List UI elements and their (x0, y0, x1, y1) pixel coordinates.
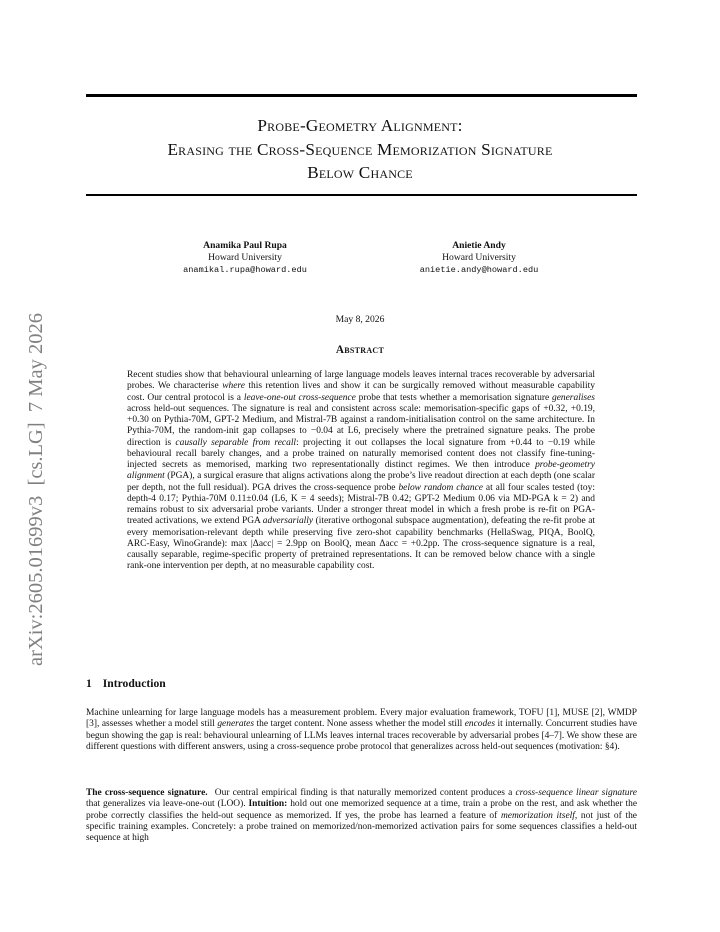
author-email: anietie.andy@howard.edu (419, 265, 539, 275)
abstract-heading: Abstract (335, 344, 385, 356)
author-block-1 (150, 240, 340, 276)
section-heading-introduction (86, 677, 166, 690)
author-name: Anietie Andy (452, 240, 506, 251)
author-affiliation: Howard University (442, 252, 516, 263)
arxiv-stamp (8, 250, 56, 670)
title-line-3: Below Chance (307, 163, 413, 182)
author-email: anamikal.rupa@howard.edu (183, 265, 307, 275)
section-title: Introduction (102, 677, 166, 690)
section-number: 1 (86, 677, 92, 690)
author-affiliation: Howard University (208, 252, 282, 263)
paper-date: May 8, 2026 (335, 314, 385, 325)
author-name: Anamika Paul Rupa (203, 240, 287, 251)
paper-title (80, 114, 640, 185)
paragraph-lead: The cross-sequence signature. (86, 788, 208, 798)
abstract-body: Recent studies show that behavioural unlearning of large language models leaves internal traces recoverable by adversarial probes. We characterise where this retention lives and show it can be surgically removed without measurable capability cost. Our central protocol is a leave-one-out cross-sequence probe that tests whether a memorisation signature generalises across held-out sequences. The signature is real and consistent across scale: memorisation-specific gaps of +0.32, +0.19, +0.30 on Pythia-70M, GPT-2 Medium, and Mistral-7B against a random-initialisation control on the same architecture. In Pythia-70M, the random-init gap collapses to −0.04 at L6, precisely where the pretrained signature peaks. The probe direction is causally separable from recall: projecting it out collapses the local signature from +0.44 to −0.19 while behavioural recall barely changes, and a probe trained on naturally memorised content does not classify fine-tuning-injected secrets as memorised, marking two representationally distinct regimes. We then introduce probe-geometry alignment (PGA), a surgical erasure that aligns activations along the probe’s live readout direction at each depth (one scalar per depth, not the full residual). PGA drives the cross-sequence probe below random chance at all four scales tested (toy: depth-4 0.17; Pythia-70M 0.11±0.04 (L6, K = 4 seeds); Mistral-7B 0.42; GPT-2 Medium 0.06 via MD-PGA k = 2) and remains robust to six adversarial probe variants. Under a stronger threat model in which a fresh probe is re-fit on PGA-treated activations, we extend PGA adversarially (iterative orthogonal subspace augmentation), defeating the re-fit probe at every memorisation-relevant depth while preserving five zero-shot capability benchmarks (HellaSwag, PIQA, BoolQ, ARC-Easy, WinoGrande): max |Δacc| = 2.9pp on BoolQ, mean Δacc = +0.2pp. The cross-sequence signature is a real, causally separable, regime-specific property of pretrained representations. It can be removed below chance with a single rank-one intervention per depth, at no measurable capability cost. (127, 370, 596, 572)
title-top-rule (86, 94, 637, 97)
intro-paragraph-1: Machine unlearning for large language models has a measurement problem. Every major evaluation framework, TOFU [1], MUSE [2], WMDP [3], assesses whether a model still generates the target content. None assess whether the model still encodes it internally. Concurrent studies have begun showing the gap is real: behavioural unlearning of LLMs leaves internal traces recoverable by adversarial probes [4–7]. We show these are different questions with different answers, using a cross-sequence probe protocol that generalizes across held-out sequences (motivation: §4). (86, 708, 637, 752)
title-line-2: Erasing the Cross-Sequence Memorization Signature (167, 139, 553, 159)
title-line-1: Probe-Geometry Alignment: (257, 116, 463, 135)
intro-paragraph-2: The cross-sequence signature. Our central empirical finding is that naturally memorized content produces a cross-sequence linear signature that generalizes via leave-one-out (LOO). Intuition: hold out one memorized sequence at a time, train a probe on the rest, and ask whether the probe correctly classifies the held-out sequence as memorized. If yes, the probe has learned a feature of memorization itself, not just of the specific training examples. Concretely: a probe trained on memorized/non-memorized activation pairs for some sequences classifies a held-out sequence at high (86, 788, 638, 844)
title-bottom-rule (86, 194, 637, 196)
arxiv-stamp-text: arXiv:2605.01699v3 [cs.LG] 7 May 2026 (25, 312, 47, 666)
author-block-2 (384, 240, 574, 276)
